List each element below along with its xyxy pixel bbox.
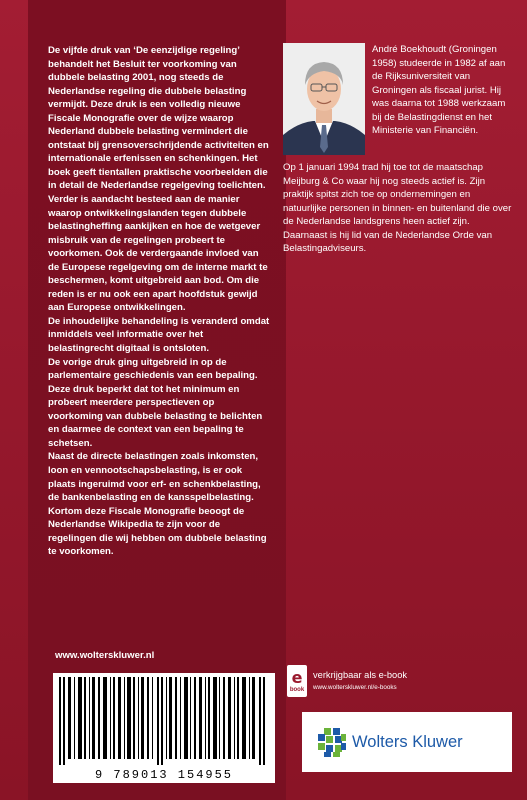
author-portrait-image [283, 43, 365, 155]
barcode [53, 673, 275, 783]
publisher-name: Wolters Kluwer [352, 733, 463, 751]
ebook-url: www.wolterskluwer.nl/e-books [313, 684, 397, 691]
author-bio-bottom-text: Op 1 januari 1994 trad hij toe tot de maatschap Meijburg & Co waar hij nog steeds actief is. Zijn praktijk spitst zich toe op ondernemingen en natuurlijke personen in binnen- en buitenland die over de Nederlandse landsgrens heen actief zijn. Daarnaast is hij lid van de Nederlandse Orde van Belastingadviseurs. [283, 162, 512, 255]
author-bio-top-text: André Boekhoudt (Groningen 1958) studeerde in 1982 af aan de Rijksuniversiteit van Groningen als fiscaal jurist. Hij was daarna tot 1988 werkzaam bij de Belastingdienst en het Ministerie van Financiën. [372, 44, 506, 137]
author-bio-bottom [283, 161, 513, 256]
author-bio-top [372, 43, 514, 138]
author-photo [283, 43, 365, 155]
ebook-icon-letter: e [291, 668, 303, 687]
ebook-icon-label: book [289, 687, 305, 693]
ebook-icon [287, 665, 307, 697]
blurb-text [48, 44, 270, 559]
blurb-paragraph: De inhoudelijke behandeling is veranderd omdat inmiddels veel informatie over het belastingrecht digitaal is ontsloten. [48, 315, 270, 355]
ebook-availability-text: verkrijgbaar als e-book [313, 670, 408, 680]
wolters-kluwer-logo-icon [312, 722, 352, 762]
blurb-paragraph: De vijfde druk van ‘De eenzijdige regeling’ behandelt het Besluit ter voorkoming van dubbele belasting 2001, nog steeds de Nederlandse regeling die dubbele belasting vermijdt. Deze druk is een volledig nieuwe Fiscale Monografie over de wijze waarop Nederland dubbele belasting vermindert die ontstaat bij grensoverschrijdende activiteiten en internationale erfenissen en schenkingen. Het boek geeft tientallen praktische voorbeelden die in detail de Nederlandse regelgeving toelichten. Verder is aandacht besteed aan de manier waarop ontwikkelingslanden tegen dubbele belastingheffing aankijken en hoe de wetgever misbruik van de regelingen probeert te voorkomen. Ook de verdergaande invloed van de Europese regelgeving om de interne markt te beschermen, komt uitgebreid aan bod. Om die reden is er nu ook een apart hoofdstuk gewijd aan Europese ontwikkelingen. [48, 45, 269, 314]
publisher-logo-box [302, 712, 512, 772]
blurb-paragraph: Naast de directe belastingen zoals inkomsten, loon en vennootschapsbelasting, is er ook plaats ingeruimd voor erf- en schenkbelasting, de bankenbelasting en de kansspelbelasting. Kortom deze Fiscale Monografie beoogt de Nederlandse Wikipedia te zijn voor de regelingen die wij hebben om dubbele belasting te voorkomen. [48, 451, 267, 558]
barcode-image [53, 673, 275, 765]
publisher-website: www.wolterskluwer.nl [55, 650, 155, 661]
blurb-paragraph: De vorige druk ging uitgebreid in op de parlementaire geschiedenis van een bepaling. Deze druk beperkt dat tot het minimum en probeert meerdere perspectieven op voorkoming van dubbele belasting te belichten en daarmee de context van een bepaling te schetsen. [48, 356, 263, 449]
isbn-number: 9 789013 154955 [94, 768, 234, 782]
